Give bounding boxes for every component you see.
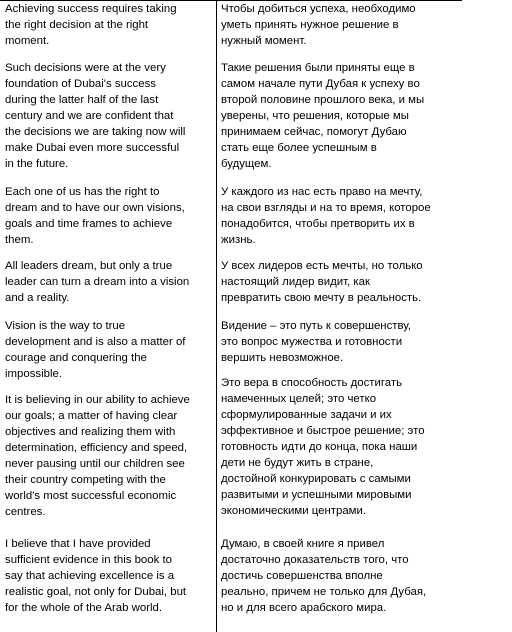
text-line: готовность идти до конца, пока наши [221,441,418,453]
text-line: реально, причем не только для Дубая, [221,586,427,598]
text-line: вершить невозможное. [221,352,344,364]
text-line: world's most successful economic [5,490,177,502]
text-line: Видение – это путь к совершенству, [221,320,412,332]
text-line: нужный момент. [221,35,307,47]
russian-paragraph-4 [221,258,461,306]
text-line: жизнь. [221,234,256,246]
russian-paragraph-2 [221,60,461,172]
text-line: Думаю, в своей книге я привел [221,538,385,550]
text-line: принимаем сейчас, помогут Дубаю [221,126,407,138]
text-line: Чтобы добиться успеха, необходимо [221,3,416,15]
text-line: the right decision at the right [5,19,149,31]
text-line: during the latter half of the last [5,94,159,106]
text-line: realistic goal, not only for Dubai, but [5,586,187,598]
text-line: our goals; a matter of having clear [5,410,178,422]
text-line: for the whole of the Arab world. [5,602,163,614]
text-line: превратить свою мечту в реальность. [221,292,422,304]
text-line: настоящий лидер видит, как [221,276,370,288]
english-paragraph-1 [5,1,212,49]
russian-paragraph-5 [221,318,461,366]
text-line: sufficient evidence in this book to [5,554,172,566]
russian-paragraph-1 [221,1,461,49]
text-line: objectives and realizing them with [5,426,176,438]
text-line: достаточно доказательств того, что [221,554,409,566]
text-line: impossible. [5,368,62,380]
text-line: leader can turn a dream into a vision [5,276,190,288]
text-line: never pausing until our children see [5,458,185,470]
text-line: достичь совершенства вполне [221,570,383,582]
text-line: на свои взгляды и на то время, которое [221,202,431,214]
text-line: and a reality. [5,292,70,304]
english-paragraph-5 [5,318,212,382]
text-line: У всех лидеров есть мечты, но только [221,260,423,272]
text-line: понадобится, чтобы претворить их в [221,218,415,230]
text-line: эффективное и быстрое решение; это [221,425,425,437]
text-line: I believe that I have provided [5,538,151,550]
text-line: goals and time frames to achieve [5,218,173,230]
english-paragraph-7 [5,536,212,616]
text-line: development and is also a matter of [5,336,186,348]
text-line: но и для всего арабского мира. [221,602,387,614]
text-line: in the future. [5,158,69,170]
text-line: Achieving success requires taking [5,3,177,15]
text-line: самом начале пути Дубая к успеху во [221,78,420,90]
text-line: moment. [5,35,50,47]
text-line: уметь принять нужное решение в [221,19,399,31]
text-line: It is believing in our ability to achieve [5,394,190,406]
text-line: дети не будут жить в стране, [221,457,374,469]
text-line: Такие решения были приняты еще в [221,62,415,74]
english-paragraph-4 [5,258,212,306]
text-line: Это вера в способность достигать [221,377,402,389]
text-line: сформулированные задачи и их [221,409,392,421]
text-line: намеченных целей; это четко [221,393,377,405]
text-line: make Dubai even more successful [5,142,180,154]
text-line: Each one of us has the right to [5,186,160,198]
text-line: экономическими центрами. [221,505,367,517]
russian-paragraph-7 [221,536,461,616]
text-line: foundation of Dubai's success [5,78,156,90]
text-line: второй половине прошлого века, и мы [221,94,425,106]
text-line: стать еще более успешным в [221,142,377,154]
text-line: это вопрос мужества и готовности [221,336,403,348]
text-line: У каждого из нас есть право на мечту, [221,186,423,198]
text-line: достойной конкурировать с самыми [221,473,411,485]
text-line: Vision is the way to true [5,320,126,332]
text-line: say that achieving excellence is a [5,570,175,582]
text-line: courage and conquering the [5,352,147,364]
text-line: уверены, что решения, которые мы [221,110,409,122]
text-line: All leaders dream, but only a true [5,260,173,272]
text-line: their country competing with the [5,474,166,486]
russian-paragraph-3 [221,184,461,248]
text-line: Such decisions were at the very [5,62,166,74]
text-line: dream and to have our own visions, [5,202,185,214]
text-line: them. [5,234,34,246]
column-divider [216,0,217,632]
text-line: развитыми и успешными мировыми [221,489,412,501]
english-paragraph-6 [5,392,212,520]
english-paragraph-2 [5,60,212,172]
text-line: будущем. [221,158,272,170]
text-line: century and we are confident that [5,110,174,122]
text-line: centres. [5,506,46,518]
english-paragraph-3 [5,184,212,248]
text-line: the decisions we are taking now will [5,126,186,138]
text-line: determination, efficiency and speed, [5,442,188,454]
russian-paragraph-6 [221,375,461,519]
